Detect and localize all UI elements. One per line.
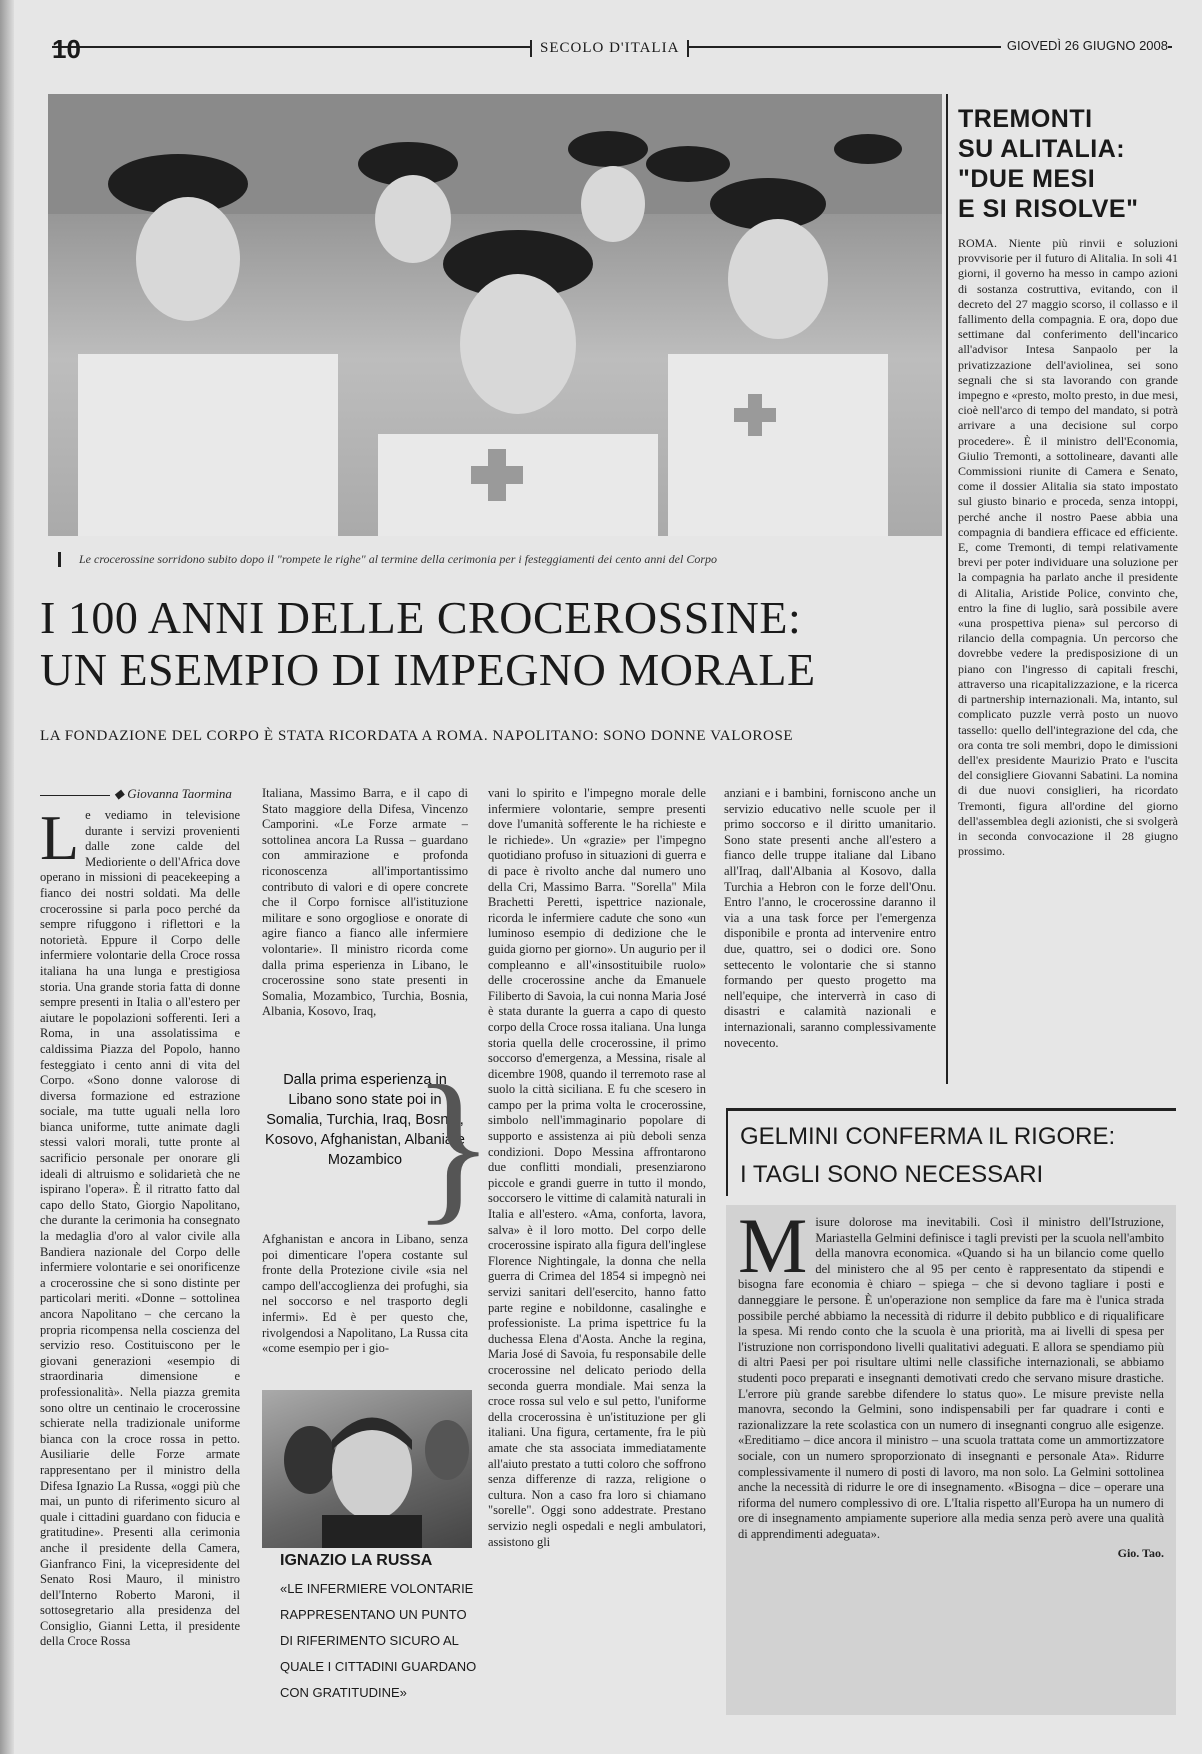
headline-line-1: I 100 ANNI DELLE CROCEROSSINE: [40,592,802,643]
page-spine-shadow [0,0,14,1754]
gelmini-signature: Gio. Tao. [1117,1546,1164,1561]
tremonti-sidebar [958,104,1178,1066]
pull-quote [262,1051,494,1239]
portrait-illustration [262,1390,472,1548]
article-column-2a [262,786,468,1056]
article-text-col2a: Italiana, Massimo Barra, e il capo di Stato maggiore della Difesa, Vincenzo Camporini. «Le Forze armate – sottolinea ancora La Russa – guardano con ammirazione e profonda riconoscenza all'importantissimo contributo di valori e di opere concrete che il Corpo fornisce all'istituzione militare e sono orgogliose e onorate di agire fianco a fianco alle infermiere volontarie». Il ministro ricorda come dalla prima esperienza in Libano, le crocerossine sono state presenti in Somalia, Mozambico, Turchia, Bosnia, Albania, Kosovo, Iraq, [262,786,468,1019]
byline: ◆ Giovanna Taormina [40,786,240,802]
sidebar-text: ROMA. Niente più rinvii e soluzioni provvisorie per il futuro di Alitalia. In soli 41 giorni, il governo ha messo in campo azioni di sostanza costruttiva, evitando, con il decreto del 27 maggio scorso, il collasso e il fallimento della compagnia. E ora, dopo due settimane dal conferimento dell'incarico all'advisor Intesa Sanpaolo per la privatizzazione dell'aviolinea, sei sono segnali che si sta lavorando con grande impegno e «presto, molto presto, in due mesi, cioè nell'arco di tempo del mandato, si potrà arrivare a una decisione sul corpo procedere». È il ministro dell'Economia, Giulio Tremonti, a sottolineare, davanti alle Commissioni riunite di Camera e Senato, come il dossier Alitalia sia stato impostato sul giusto binario e proceda, senza intoppi, perché anche il nostro Paese abbia una compagnia di bandiera efficace ed efficiente. E, come Tremonti, di tempi relativamente brevi per poter individuare una soluzione per la compagnia ha parlato anche il presidente di Alitalia, Aristide Police, convinto che, entro la fine di luglio, sarà possibile avere «una prospettiva piena» sul percorso di rilancio della compagnia. Un percorso che dovrebbe vedere la predisposizione di un piano con l'ingresso di capitali freschi, attraverso una ricapitalizzazione, e la ricerca di partnership internazionali. Ma, intanto, sul complicato puzzle verrà posto un nuovo tassello: quello dell'integrazione del cda, che ora conta tre soli membri, dopo le dimissioni dell'ex presidente Maurizio Prato e l'uscita del consigliere Giovanni Sabatini. La nomina di due nuovi consiglieri, ha ricordato Tremonti, figura all'ordine del giorno dell'assemblea degli azionisti, che si svolgerà in seconda convocazione il 28 giugno prossimo. [958,236,1178,859]
lead-photo [48,94,942,536]
sidebar-rule [946,94,948,1084]
crowd-photo-illustration [48,94,942,536]
article-column-1 [40,786,240,1746]
pull-quote-text: Dalla prima esperienza in Libano sono state poi in Somalia, Turchia, Iraq, Bosnia, Kosovo, Afghanistan, Albania e Mozambico [265,1072,465,1168]
article-column-4 [724,786,936,1086]
la-russa-quote: «LE INFERMIERE VOLONTARIE RAPPRESENTANO UN PUNTO DI RIFERIMENTO SICURO AL QUALE I CITTADINI GUARDANO CON GRATITUDINE» [280,1581,477,1700]
article-column-2b [262,1232,468,1372]
la-russa-portrait [262,1390,472,1548]
masthead: SECOLO D'ITALIA [530,40,689,57]
sidebar-title-line-2: SU ALITALIA: [958,135,1126,163]
page-number: 10 [52,34,81,64]
sidebar-title-line-3: "DUE MESI [958,165,1096,193]
gelmini-title-line-2: I TAGLI SONO NECESSARI [740,1161,1044,1188]
article-column-3 [488,786,706,1746]
gelmini-title-line-1: GELMINI CONFERMA IL RIGORE: [740,1123,1116,1150]
article-headline [40,592,950,696]
sidebar-body [958,236,1178,1066]
article-text-col4: anziani e i bambini, forniscono anche un servizio educativo nelle scuole per il primo soccorso e il diritto umanitario. Sono state presenti anche all'estero a fianco delle truppe italiane dal Libano all'Iraq, dall'Albania al Kosovo, dalla Turchia a Hebron con le forze dell'Onu. Entro l'anno, le crocerossine daranno il via a una task force per l'emergenza disponibile e pronta ad intervenire entro due, quattro, sei o dodici ore. Sono settecento le volontarie che si stanno formando per questo progetto ma nell'equipe, che interverrà in caso di disastri e calamità nazionali e internazionali, saranno complessivamente novecento. [724,786,936,1050]
dateline: GIOVEDÌ 26 GIUGNO 2008 [1001,38,1168,53]
sidebar-title [958,104,1178,224]
article-text-col2b: Afghanistan e ancora in Libano, senza poi dimenticare l'opera costante sul fronte della Protezione civile «sia nel campo dell'accoglienza dei profughi, sia nel soccorso e nel trasporto degli infermi». Ed è per questo che, rivolgendosi a Napolitano, La Russa cita «come esempio per i gio- [262,1232,468,1356]
sidebar-title-line-4: E SI RISOLVE" [958,195,1139,223]
photo-caption: Le crocerossine sorridono subito dopo il "rompete le righe" al termine della cerimonia per i festeggiamenti dei cento anni del Corpo [58,552,938,567]
sidebar-title-line-1: TREMONTI [958,105,1093,133]
gelmini-text: isure dolorose ma inevitabili. Così il ministro dell'Istruzione, Mariastella Gelmini definisce i tagli previsti per la scuola nell'ambito della manovra economica. «Quando si ha un bilancio come quello del ministero che al 95 per cento è rappresentato da stipendi e bisogna fare economia è chiaro – spiega – che si devono tagliare i posti e danneggiare le persone. È un'operazione non semplice da fare ma è l'unica strada possibile perché abbiamo la necessità di ridurre il debito pubblico e di riqualificare la spesa. Mi rendo conto che la scuola è una priorità, ma ai livelli di spesa per l'istruzione non corrispondono livelli qualitativi adeguati. E allora se spendiamo più di altri Paesi per poi risultare ultimi nelle classifiche internazionali, se abbiamo studenti poco preparati e insegnanti demotivati credo che servano misure drastiche. L'errore più grande sarebbe difendere lo status quo». Le misure previste nella manovra, secondo la Gelmini, sono indispensabili per far quadrare i conti e razionalizzare la rete scolastica con un numero di insegnanti congruo alle esigenze. «Ereditiamo – dice ancora il ministro – una scuola trattata come un ammortizzatore sociale, con un numero sproporzionato di insegnanti e personale Ata». Ridurre complessivamente il numero di posti di lavoro, ma non solo. La Gelmini sottolinea anche la necessità di ridurre le ore di insegnamento. «Bisogna – dice – operare una riforma del numero complessivo di ore. L'Italia rispetto all'Europa ha un numero di ore di insegnamento ampiamente superiore alla media senza però avere una qualità di apprendimenti adeguata». [738,1215,1164,1541]
article-text-col3: vani lo spirito e l'impegno morale delle infermiere volontarie, sempre presenti dove l'umanità sofferente le ha richieste e le richiede». Un «grazie» per l'impegno quotidiano profuso in situazioni di guerra e di pace è rivolto anche dal numero uno della Cri, Massimo Barra. "Sorella" Mila Brachetti Peretti, ispettrice nazionale, ricorda le infermiere cadute che sono «un luminoso esempio di dedizione che le guida giorno per giorno». Un augurio per il compleanno e all'«insostituibile ruolo» delle crocerossine anche da Emanuele Filiberto di Savoia, la cui nonna Maria José è stata durante la guerra a capo di questo corpo della Croce rossa italiana. Una lunga storia quella delle crocerossine, il primo soccorso d'emergenza, a Messina, risale al dicembre 1908, quando il terremoto rase al suolo la città siciliana. E fu che scesero in campo per la prima volta le crocerossine, simbolo nell'immaginario popolare di supporto e assistenza ai più deboli senza condizioni. Dopo Messina affrontarono due conflitti mondiali, presenziarono piccole e grandi guerre in tutto il mondo, soccorsero le vittime di calamità naturali in Italia e all'estero. «Ama, conforta, lavora, salva» è il loro motto. Del corpo delle crocerossine ispirato alla figura dell'inglese Florence Nightingale, la donna che nella guerra di Crimea del 1854 si impegnò nei servizi sanitari dell'esercito, hanno fatto parte regine e nobildonne, casalinghe e professioniste. La prima ispettrice fu la duchessa Elena d'Aosta. Anche la regina, Maria José di Savoia, fu responsabile delle crocerossine nel delicato periodo della seconda guerra mondiale. Mai senza la croce rossa sul velo e sul petto, l'uniforme della crocerossina è un'istituzione per gli italiani. Una figura, certamente, fra le più amate che sta associata immediatamente all'aiuto prestato a tutti coloro che soffrono senza differenze di razza, religione o cultura. Non a caso fra loro si chiamano "sorelle". Oggi sono addestrate. Prestano servizio negli ospedali e negli ambulatori, assistono gli [488,786,706,1549]
article-dropcap: L [40,802,80,873]
article-text-col1: e vediamo in televisione durante i servizi provenienti dalle zone calde del Medioriente o dell'Africa dove operano in missioni di peacekeeping a fianco dei nostri soldati. Ma delle crocerossine si parla poco perché da sempre rifuggono i riflettori e la notorietà. Eppure il Corpo delle infermiere volontarie della Croce rossa italiana ha una lunga e prestigiosa storia. Una grande storia fatta di donne sempre presenti in Italia o all'estero per aiutare le popolazioni sofferenti. Ieri a Roma, in una assolatissima e caldissima Piazza del Popolo, hanno festeggiato i cento anni di vita del Corpo. «Sono donne valorose di diversa formazione ed estrazione sociale, ma tutte uguali nella loro bianca uniforme, tutte animate dagli stessi valori morali, tutte pronte al sacrificio personale per onorare gli ideali di altruismo e solidarietà che ne ispirano l'opera». È il ritratto fatto dal capo dello Stato, Giorgio Napolitano, che durante la cerimonia ha consegnato la medaglia d'oro al valor civile alla Bandiera nazionale del Corpo delle infermiere volontarie e sei onorificenze a crocerossine che si sono distinte per particolari meriti. «Donne – sottolinea ancora Napolitano – che cercano la propria ricompensa nella coscienza del servizio reso. Costituiscono per le giovani generazioni «esempio di straordinaria dimensione e professionalità». Nella piazza gremita sono oltre un centinaio le crocerossine schierate nella tradizionale uniforme bianca con la croce rossa in petto. Ausiliarie delle Forze armate rappresentano per il ministro della Difesa Ignazio La Russa, «oggi più che mai, un punto di riferimento sicuro al quale i cittadini guardano con fiducia e gratitudine». Presenti alla cerimonia anche il presidente della Camera, Gianfranco Fini, la vicepresidente del Senato Rosi Mauro, il ministro dell'Interno Roberto Maroni, il sottosegretario alla presidenza del Consiglio, Gianni Letta, il presidente della Croce Rossa [40,808,240,1649]
la-russa-name: IGNAZIO LA RUSSA [280,1552,433,1569]
article-subhead: LA FONDAZIONE DEL CORPO È STATA RICORDATA A ROMA. NAPOLITANO: SONO DONNE VALOROSE [40,728,794,744]
byline-author: Giovanna Taormina [127,786,232,801]
gelmini-article [726,1205,1176,1715]
headline-line-2: UN ESEMPIO DI IMPEGNO MORALE [40,644,816,695]
gelmini-dropcap: M [738,1205,808,1289]
gelmini-title [740,1118,1115,1194]
pull-quote-brace: } [412,1051,494,1239]
